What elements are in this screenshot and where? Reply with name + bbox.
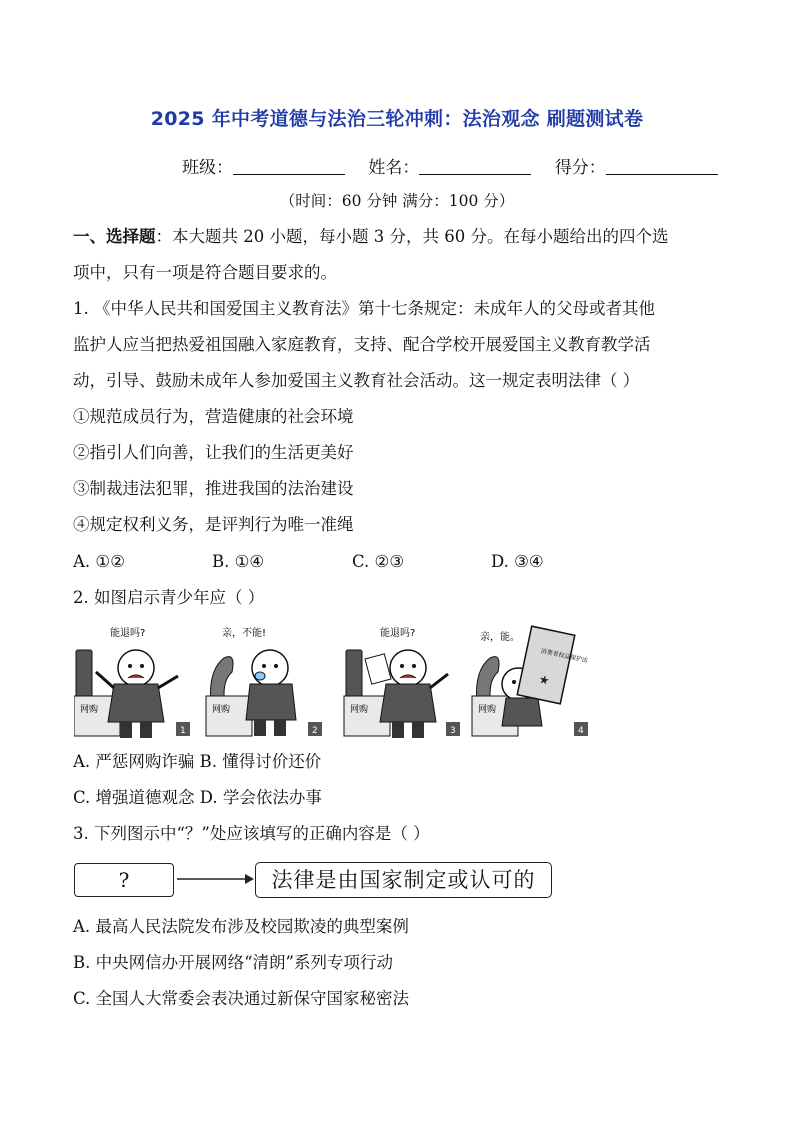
score-blank[interactable] (606, 158, 718, 175)
panel-2-screen-text: 网购 (212, 705, 231, 715)
panel-4-number: 4 (578, 726, 584, 736)
panel-1-screen-text: 网购 (80, 705, 99, 715)
q1-option-c[interactable]: C. ②③ (352, 552, 405, 571)
q3-option-a[interactable]: A. 最高人民法院发布涉及校园欺凌的典型案例 (73, 917, 409, 936)
q2-options-line1[interactable]: A. 严惩网购诈骗 B. 懂得讨价还价 (73, 752, 322, 771)
class-field (182, 153, 345, 178)
comic-panel-3 (344, 622, 462, 738)
section-heading: 一、选择题 (73, 227, 156, 246)
law-book-title: 消费者权益保护法 (540, 647, 589, 665)
q2-comic-strip (74, 622, 590, 740)
q1-item-3: ③制裁违法犯罪，推进我国的法治建设 (73, 479, 354, 498)
panel-1-speech: 能退吗? (110, 628, 146, 639)
panel-2-speech: 亲，不能! (222, 628, 267, 639)
section-intro-line2: 项中，只有一项是符合题目要求的。 (73, 263, 337, 282)
diagram-arrow-icon (175, 868, 255, 890)
q1-options (73, 552, 544, 572)
q1-item-1: ①规范成员行为，营造健康的社会环境 (73, 407, 354, 426)
q1-option-a[interactable]: A. ①② (73, 552, 125, 571)
diagram-law-box: 法律是由国家制定或认可的 (255, 862, 552, 898)
svg-text:★: ★ (537, 671, 551, 688)
q3-diagram (74, 860, 560, 902)
comic-panel-2 (206, 622, 324, 738)
panel-3-speech: 能退吗? (380, 628, 416, 639)
q3-option-c[interactable]: C. 全国人大常委会表决通过新保守国家秘密法 (73, 989, 410, 1008)
q1-option-b[interactable]: B. ①④ (212, 552, 265, 571)
comic-panel-4 (472, 622, 590, 738)
q2-stem: 2. 如图启示青少年应（ ） (73, 588, 265, 607)
section-intro-line1: ：本大题共 20 小题，每小题 3 分，共 60 分。在每小题给出的四个选 (155, 227, 669, 246)
class-label: 班级： (182, 158, 233, 178)
panel-3-screen-text: 网购 (350, 705, 369, 715)
panel-2-number: 2 (312, 726, 318, 736)
comic-panel-1 (74, 622, 192, 738)
score-field (555, 153, 718, 178)
q3-stem: 3. 下列图示中“？”处应该填写的正确内容是（ ） (73, 824, 430, 843)
q3-option-b[interactable]: B. 中央网信办开展网络“清朗”系列专项行动 (73, 953, 393, 972)
q1-item-4: ④规定权利义务，是评判行为唯一准绳 (73, 515, 354, 534)
time-note: （时间：60 分钟 满分：100 分） (279, 192, 515, 210)
panel-4-screen-text: 网购 (478, 705, 497, 715)
name-field (368, 153, 531, 178)
q2-options-line2[interactable]: C. 增强道德观念 D. 学会依法办事 (73, 788, 322, 807)
q1-stem-line3: 动，引导、鼓励未成年人参加爱国主义教育社会活动。这一规定表明法律（ ） (73, 371, 640, 390)
q1-option-d[interactable]: D. ③④ (491, 552, 544, 571)
diagram-question-box: ? (74, 863, 174, 897)
panel-1-number: 1 (180, 726, 186, 736)
panel-4-speech: 亲，能。 (480, 632, 520, 643)
q1-stem-line2: 监护人应当把热爱祖国融入家庭教育，支持、配合学校开展爱国主义教育教学活 (73, 335, 651, 354)
class-blank[interactable] (233, 158, 345, 175)
q1-item-2: ②指引人们向善，让我们的生活更美好 (73, 443, 354, 462)
q1-stem-line1: 1. 《中华人民共和国爱国主义教育法》第十七条规定：未成年人的父母或者其他 (73, 299, 655, 318)
student-info-row (182, 153, 736, 178)
score-label: 得分： (554, 158, 606, 178)
panel-3-number: 3 (450, 726, 456, 736)
exam-title: 2025 年中考道德与法治三轮冲刺：法治观念 刷题测试卷 (150, 108, 644, 130)
name-label: 姓名： (368, 158, 420, 178)
name-blank[interactable] (419, 158, 531, 175)
section-intro (73, 227, 668, 247)
